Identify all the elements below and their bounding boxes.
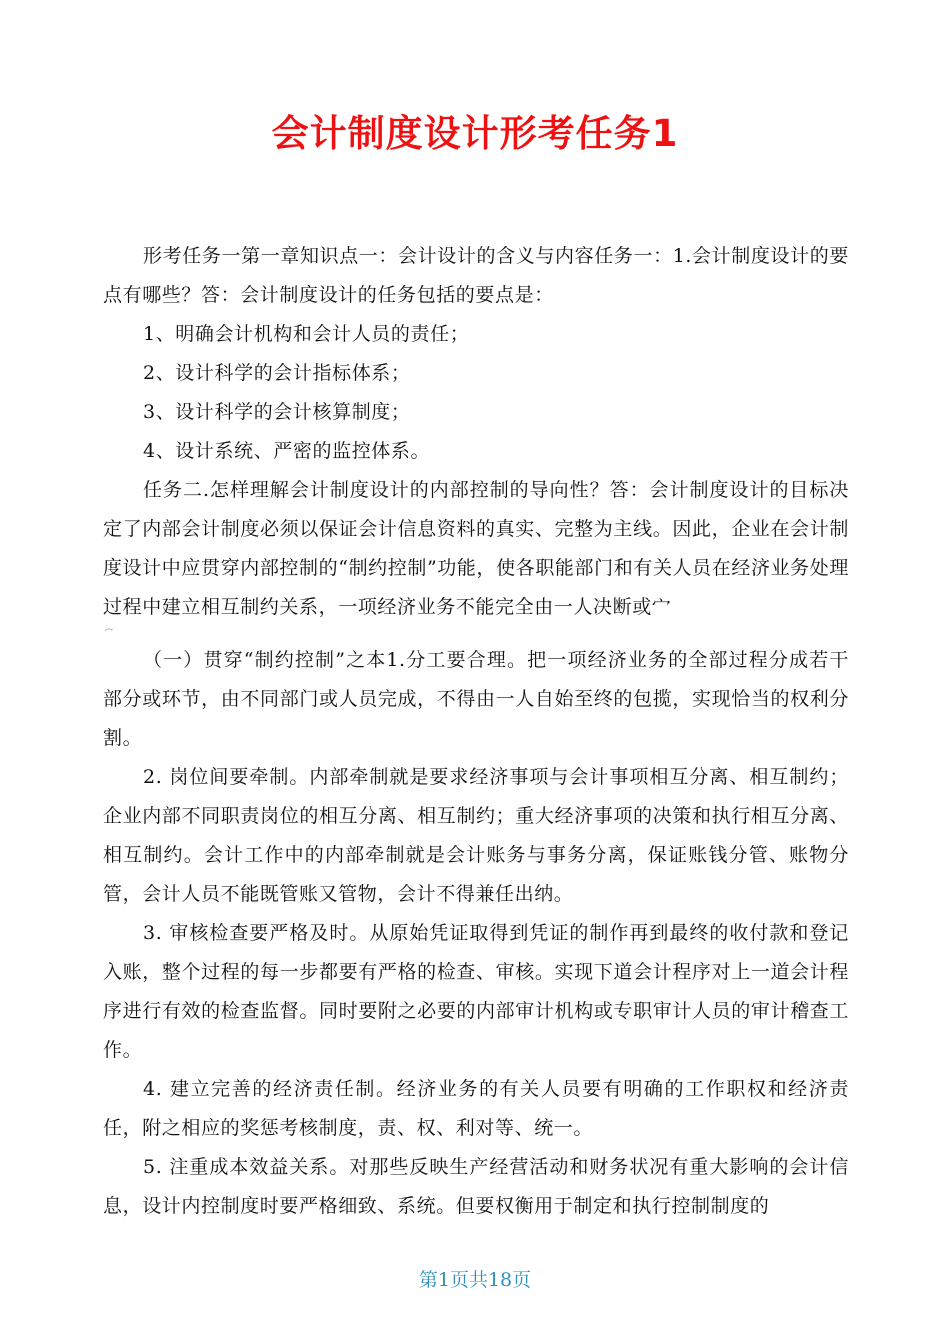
- page-break-artifact: 宀: [105, 627, 114, 636]
- page-number-footer: 第1页共18页: [418, 1269, 532, 1291]
- document-title: 会计制度设计形考任务1: [271, 112, 679, 155]
- list-item-1: 1、明确会计机构和会计人员的责任；: [143, 323, 470, 345]
- list-item-2: 2、设计科学的会计指标体系；: [143, 362, 411, 384]
- paragraph-intro: 形考任务一第一章知识点一：会计设计的含义与内容任务一：1.会计制度设计的要点有哪些？答：会计制度设计的任务包括的要点是：: [103, 245, 849, 306]
- list-item-4: 4、设计系统、严密的监控体系。: [143, 440, 431, 462]
- paragraph-task-two: 任务二.怎样理解会计制度设计的内部控制的导向性？答：会计制度设计的目标决定了内部会计制度必须以保证会计信息资料的真实、完整为主线。因此，企业在会计制度设计中应贯穿内部控制的“制约控制”功能，使各职能部门和有关人员在经济业务处理过程中建立相互制约关系，一项经济业务不能完全由一人决断或宀: [103, 479, 849, 618]
- list-item-3: 3、设计科学的会计核算制度；: [143, 401, 411, 423]
- document-body: [103, 237, 849, 1226]
- paragraph-division-of-labor: （一）贯穿“制约控制”之本1.分工要合理。把一项经济业务的全部过程分成若干部分或环节，由不同部门或人员完成，不得由一人自始至终的包揽，实现恰当的权利分割。: [103, 649, 849, 749]
- paragraph-cost-benefit: 5. 注重成本效益关系。对那些反映生产经营活动和财务状况有重大影响的会计信息，设计内控制度时要严格细致、系统。但要权衡用于制定和执行控制制度的: [103, 1156, 849, 1217]
- paragraph-post-restraint: 2. 岗位间要牵制。内部牵制就是要求经济事项与会计事项相互分离、相互制约；企业内部不同职责岗位的相互分离、相互制约；重大经济事项的决策和执行相互分离、相互制约。会计工作中的内部牵制就是会计账务与事务分离，保证账钱分管、账物分管，会计人员不能既管账又管物，会计不得兼任出纳。: [103, 766, 849, 905]
- paragraph-responsibility-system: 4. 建立完善的经济责任制。经济业务的有关人员要有明确的工作职权和经济责任，附之相应的奖惩考核制度，责、权、利对等、统一。: [103, 1078, 849, 1139]
- paragraph-audit-check: 3. 审核检查要严格及时。从原始凭证取得到凭证的制作再到最终的收付款和登记入账，整个过程的每一步都要有严格的检查、审核。实现下道会计程序对上一道会计程序进行有效的检查监督。同时要附之必要的内部审计机构或专职审计人员的审计稽查工作。: [103, 922, 849, 1061]
